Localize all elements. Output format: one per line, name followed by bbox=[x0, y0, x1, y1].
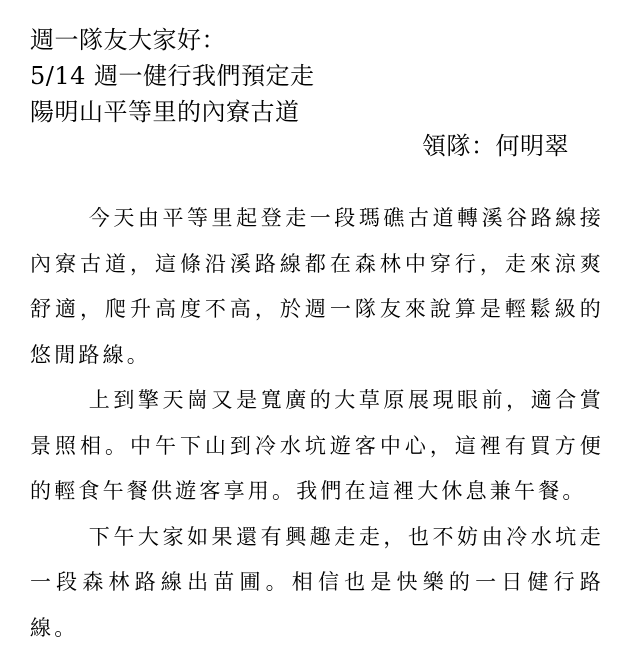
intro-line: 5/14 週一健行我們預定走 bbox=[30, 58, 315, 94]
paragraph-lunch: 上到擎天崗又是寬廣的大草原展現眼前，適合賞景照相。中午下山到冷水坑遊客中心，這裡有買方便的輕食午餐供遊客享用。我們在這裡大休息兼午餐。 bbox=[30, 378, 604, 515]
paragraph-afternoon: 下午大家如果還有興趣走走，也不妨由冷水坑走一段森林路線出苗圃。相信也是快樂的一日健行路線。 bbox=[30, 515, 604, 651]
greeting-line: 週一隊友大家好： bbox=[30, 22, 226, 58]
team-leader-line: 領隊：何明翠 bbox=[422, 128, 569, 164]
paragraph-route: 今天由平等里起登走一段瑪礁古道轉溪谷路線接內寮古道，這條沿溪路線都在森林中穿行，走來涼爽舒適，爬升高度不高，於週一隊友來說算是輕鬆級的悠閒路線。 bbox=[30, 196, 604, 378]
route-line: 陽明山平等里的內寮古道 bbox=[30, 94, 300, 130]
body-text bbox=[30, 196, 604, 651]
